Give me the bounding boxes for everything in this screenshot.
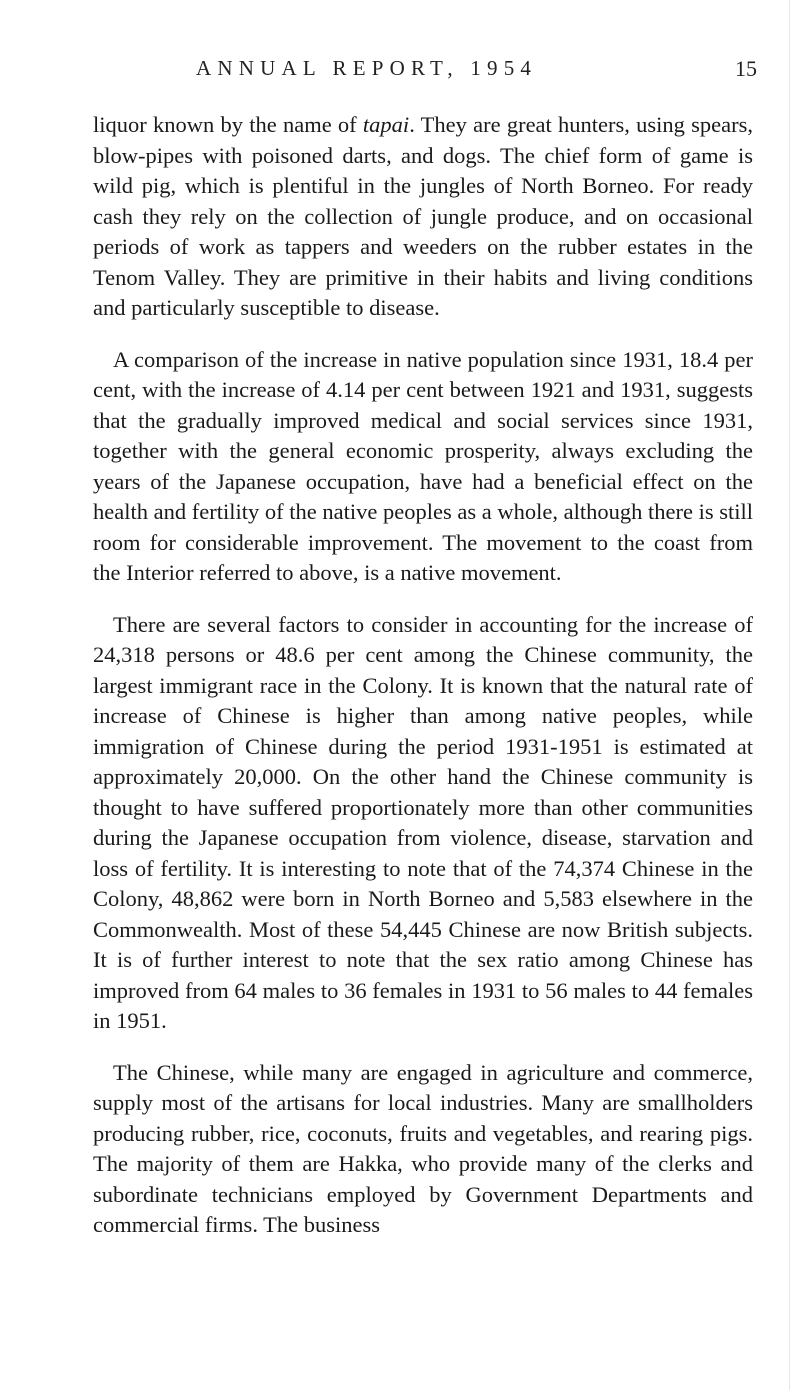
paragraph-1-italic-term: tapai	[362, 112, 410, 137]
paragraph-4: The Chinese, while many are engaged in agriculture and commerce, supply most of the artisans for local industries. Many are smallholders producing rubber, rice, coconuts, fruits and vegetables, and rearing pigs. The majority of them are Hakka, who provide many of the clerks and subordinate technicians employed by Government Departments and commercial firms. The business	[93, 1059, 753, 1237]
paragraph-2: A comparison of the increase in native population since 1931, 18.4 per cent, with the increase of 4.14 per cent between 1921 and 1931, suggests that the gradually improved medical and social services since 1931, together with the general economic prosperity, always excluding the years of the Japanese occupation, have had a beneficial effect on the health and fertility of the native peoples as a whole, although there is still room for considerable improvement. The movement to the coast from the Interior referred to above, is a native movement.	[93, 346, 753, 585]
paragraph-1-rest: . They are great hunters, using spears, blow-pipes with poisoned darts, and dogs. The chief form of game is wild pig, which is plentiful in the jungles of North Borneo. For ready cash they rely on the collection of jungle produce, and on occasional periods of work as tappers and weeders on the rubber estates in the Tenom Valley. They are primitive in their habits and living conditions and particularly susceptible to disease.	[93, 112, 754, 320]
scan-edge-line	[789, 0, 790, 1390]
paragraph-1	[93, 110, 753, 324]
page-number: 15	[735, 56, 757, 81]
body-text	[93, 110, 753, 1262]
paragraph-3: There are several factors to consider in accounting for the increase of 24,318 persons or 48.6 per cent among the Chinese community, the largest immigrant race in the Colony. It is known that the natural rate of increase of Chinese is higher than among native peoples, while immigration of Chinese during the period 1931-1951 is estimated at approximately 20,000. On the other hand the Chinese community is thought to have suffered proportionately more than other communities during the Japanese occupation from violence, disease, starvation and loss of fertility. It is interesting to note that of the 74,374 Chinese in the Colony, 48,862 were born in North Borneo and 5,583 elsewhere in the Commonwealth. Most of these 54,445 Chinese are now British subjects. It is of further interest to note that the sex ratio among Chinese has improved from 64 males to 36 females in 1931 to 56 males to 44 females in 1951.	[93, 611, 753, 1033]
paragraph-1-lead: liquor known by the name of	[93, 112, 363, 137]
running-title: ANNUAL REPORT, 1954	[196, 56, 538, 80]
